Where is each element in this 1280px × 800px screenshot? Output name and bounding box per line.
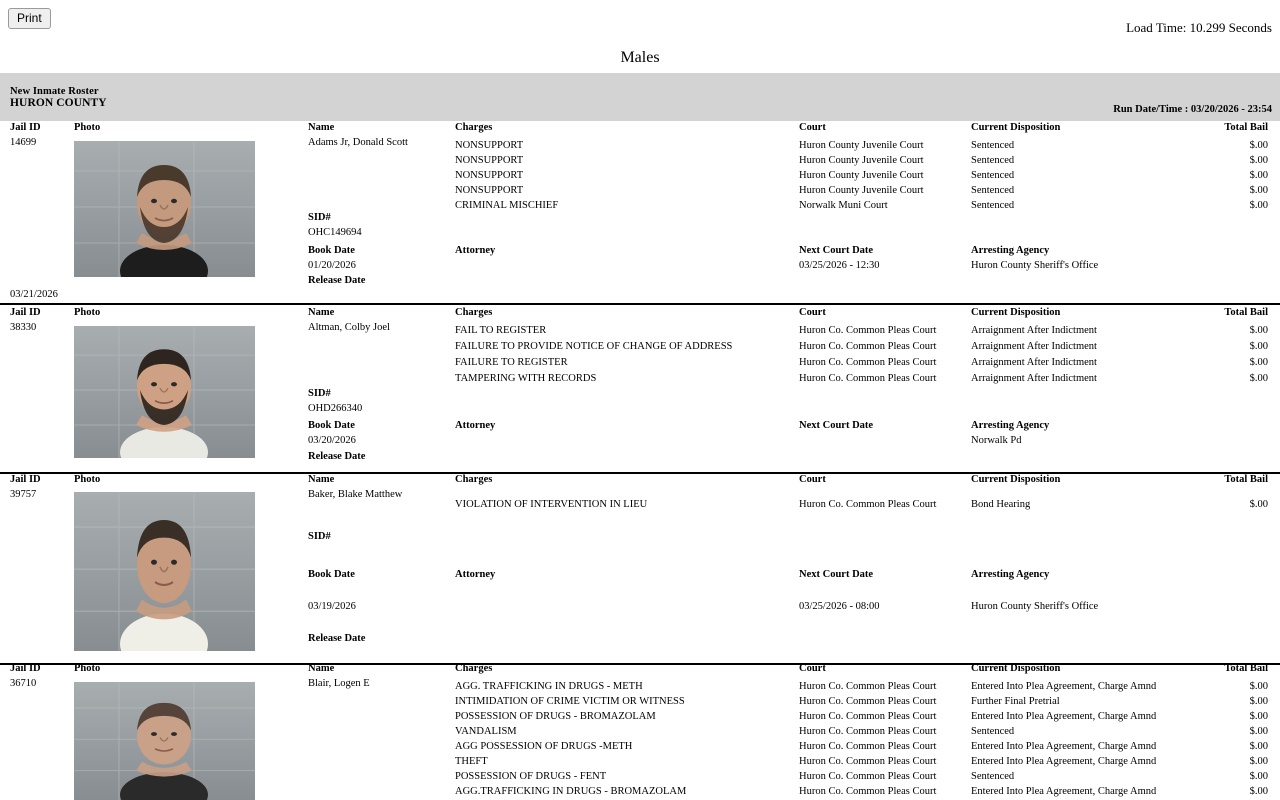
- charge-total-bail: $.00: [1249, 681, 1268, 692]
- column-header-court: Court: [799, 474, 826, 485]
- book-date-value: 03/19/2026: [308, 601, 356, 612]
- column-header-charges: Charges: [455, 663, 493, 674]
- charge-description: AGG.TRAFFICKING IN DRUGS - BROMAZOLAM: [455, 786, 687, 797]
- charge-total-bail: $.00: [1249, 140, 1268, 151]
- charge-disposition: Sentenced: [971, 140, 1015, 151]
- column-header-current-disposition: Current Disposition: [971, 474, 1061, 485]
- charge-total-bail: $.00: [1249, 696, 1268, 707]
- column-header-current-disposition: Current Disposition: [971, 307, 1061, 318]
- charge-court: Huron Co. Common Pleas Court: [799, 373, 937, 384]
- charge-disposition: Entered Into Plea Agreement, Charge Amnd: [971, 741, 1157, 752]
- charge-court: Huron Co. Common Pleas Court: [799, 325, 937, 336]
- charge-disposition: Sentenced: [971, 170, 1015, 181]
- release-date-label: Release Date: [308, 451, 366, 462]
- jail-id-value: 14699: [10, 137, 37, 148]
- column-header-total-bail: Total Bail: [1224, 474, 1268, 485]
- charge-total-bail: $.00: [1249, 756, 1268, 767]
- column-header-name: Name: [308, 663, 335, 674]
- charge-total-bail: $.00: [1249, 341, 1268, 352]
- charge-disposition: Entered Into Plea Agreement, Charge Amnd: [971, 756, 1157, 767]
- print-button[interactable]: Print: [8, 8, 51, 29]
- column-header-total-bail: Total Bail: [1224, 122, 1268, 133]
- charge-total-bail: $.00: [1249, 726, 1268, 737]
- charge-court: Huron County Juvenile Court: [799, 185, 924, 196]
- charge-disposition: Sentenced: [971, 155, 1015, 166]
- book-date-label: Book Date: [308, 245, 355, 256]
- attorney-label: Attorney: [455, 420, 496, 431]
- column-header-photo: Photo: [74, 474, 101, 485]
- book-date-value: 01/20/2026: [308, 260, 356, 271]
- column-header-jail-id: Jail ID: [10, 663, 41, 674]
- charge-total-bail: $.00: [1249, 786, 1268, 797]
- jail-id-value: 38330: [10, 322, 37, 333]
- charge-court: Huron Co. Common Pleas Court: [799, 771, 937, 782]
- inmate-photo: [74, 492, 255, 651]
- inmate-record: [0, 307, 1280, 474]
- roster-banner: [0, 73, 1280, 121]
- charge-description: NONSUPPORT: [455, 140, 524, 151]
- charge-total-bail: $.00: [1249, 185, 1268, 196]
- load-time-label: Load Time: 10.299 Seconds: [1126, 20, 1272, 35]
- inmate-name-value: Blair, Logen E: [308, 678, 370, 689]
- column-header-photo: Photo: [74, 307, 101, 318]
- roster-title-line1: New Inmate Roster: [10, 86, 99, 97]
- column-header-total-bail: Total Bail: [1224, 663, 1268, 674]
- charge-court: Huron County Juvenile Court: [799, 155, 924, 166]
- arresting-agency-value: Norwalk Pd: [971, 435, 1022, 446]
- charge-court: Huron Co. Common Pleas Court: [799, 786, 937, 797]
- column-header-name: Name: [308, 474, 335, 485]
- charge-description: AGG. TRAFFICKING IN DRUGS - METH: [455, 681, 643, 692]
- release-date-label: Release Date: [308, 633, 366, 644]
- charge-total-bail: $.00: [1249, 155, 1268, 166]
- charge-court: Huron County Juvenile Court: [799, 170, 924, 181]
- release-date-value: 03/21/2026: [10, 289, 58, 300]
- column-header-name: Name: [308, 307, 335, 318]
- column-header-court: Court: [799, 663, 826, 674]
- inmate-photo: [74, 682, 255, 800]
- charge-description: TAMPERING WITH RECORDS: [455, 373, 597, 384]
- charge-disposition: Arraignment After Indictment: [971, 341, 1097, 352]
- column-header-total-bail: Total Bail: [1224, 307, 1268, 318]
- inmate-photo: [74, 326, 255, 458]
- inmate-photo: [74, 141, 255, 277]
- charge-disposition: Entered Into Plea Agreement, Charge Amnd: [971, 711, 1157, 722]
- charge-total-bail: $.00: [1249, 741, 1268, 752]
- inmate-name-value: Altman, Colby Joel: [308, 322, 390, 333]
- charge-court: Huron Co. Common Pleas Court: [799, 711, 937, 722]
- column-header-photo: Photo: [74, 122, 101, 133]
- charge-disposition: Entered Into Plea Agreement, Charge Amnd: [971, 786, 1157, 797]
- roster-title-line2: HURON COUNTY: [10, 96, 107, 109]
- charge-total-bail: $.00: [1249, 771, 1268, 782]
- charge-total-bail: $.00: [1249, 325, 1268, 336]
- charge-total-bail: $.00: [1249, 200, 1268, 211]
- jail-id-value: 36710: [10, 678, 37, 689]
- arresting-agency-label: Arresting Agency: [971, 569, 1050, 580]
- inmate-record: [0, 122, 1280, 305]
- charge-court: Huron Co. Common Pleas Court: [799, 756, 937, 767]
- roster-title: [10, 86, 107, 109]
- inmate-record: [0, 474, 1280, 665]
- column-header-name: Name: [308, 122, 335, 133]
- column-header-court: Court: [799, 307, 826, 318]
- charge-description: NONSUPPORT: [455, 155, 524, 166]
- inmate-name-value: Adams Jr, Donald Scott: [308, 137, 408, 148]
- charge-court: Huron Co. Common Pleas Court: [799, 696, 937, 707]
- charge-description: POSSESSION OF DRUGS - FENT: [455, 771, 607, 782]
- next-court-date-label: Next Court Date: [799, 569, 874, 580]
- attorney-label: Attorney: [455, 245, 496, 256]
- charge-court: Huron Co. Common Pleas Court: [799, 726, 937, 737]
- arresting-agency-value: Huron County Sheriff's Office: [971, 601, 1099, 612]
- arresting-agency-label: Arresting Agency: [971, 420, 1050, 431]
- page-title: Males: [620, 49, 660, 66]
- column-header-current-disposition: Current Disposition: [971, 663, 1061, 674]
- charge-court: Huron Co. Common Pleas Court: [799, 681, 937, 692]
- charge-description: CRIMINAL MISCHIEF: [455, 200, 559, 211]
- sid-value: OHD266340: [308, 403, 363, 414]
- charge-disposition: Further Final Pretrial: [971, 696, 1060, 707]
- column-header-charges: Charges: [455, 474, 493, 485]
- charge-total-bail: $.00: [1249, 170, 1268, 181]
- charge-disposition: Entered Into Plea Agreement, Charge Amnd: [971, 681, 1157, 692]
- charge-court: Huron Co. Common Pleas Court: [799, 341, 937, 352]
- charge-description: POSSESSION OF DRUGS - BROMAZOLAM: [455, 711, 656, 722]
- release-date-label: Release Date: [308, 275, 366, 286]
- toolbar: [0, 0, 1280, 38]
- column-header-jail-id: Jail ID: [10, 307, 41, 318]
- charge-total-bail: $.00: [1249, 373, 1268, 384]
- sid-label: SID#: [308, 531, 331, 542]
- charge-description: THEFT: [455, 756, 488, 767]
- charge-description: FAILURE TO PROVIDE NOTICE OF CHANGE OF ADDRESS: [455, 341, 733, 352]
- next-court-date-label: Next Court Date: [799, 420, 874, 431]
- sid-label: SID#: [308, 212, 331, 223]
- sid-value: OHC149694: [308, 227, 362, 238]
- inmate-name-value: Baker, Blake Matthew: [308, 489, 403, 500]
- column-header-charges: Charges: [455, 307, 493, 318]
- column-header-photo: Photo: [74, 663, 101, 674]
- charge-court: Huron Co. Common Pleas Court: [799, 741, 937, 752]
- book-date-value: 03/20/2026: [308, 435, 356, 446]
- column-header-court: Court: [799, 122, 826, 133]
- jail-id-value: 39757: [10, 489, 37, 500]
- charge-description: VIOLATION OF INTERVENTION IN LIEU: [455, 499, 648, 510]
- attorney-label: Attorney: [455, 569, 496, 580]
- charge-court: Huron Co. Common Pleas Court: [799, 499, 937, 510]
- next-court-date-value: 03/25/2026 - 08:00: [799, 601, 880, 612]
- arresting-agency-label: Arresting Agency: [971, 245, 1050, 256]
- column-header-charges: Charges: [455, 122, 493, 133]
- charge-disposition: Sentenced: [971, 771, 1015, 782]
- charge-description: FAILURE TO REGISTER: [455, 357, 568, 368]
- charge-disposition: Arraignment After Indictment: [971, 325, 1097, 336]
- charge-court: Norwalk Muni Court: [799, 200, 888, 211]
- charge-total-bail: $.00: [1249, 357, 1268, 368]
- charge-disposition: Sentenced: [971, 185, 1015, 196]
- arresting-agency-value: Huron County Sheriff's Office: [971, 260, 1099, 271]
- column-header-jail-id: Jail ID: [10, 122, 41, 133]
- column-header-jail-id: Jail ID: [10, 474, 41, 485]
- book-date-label: Book Date: [308, 420, 355, 431]
- charge-court: Huron County Juvenile Court: [799, 140, 924, 151]
- inmate-record: [0, 663, 1280, 800]
- charge-disposition: Sentenced: [971, 200, 1015, 211]
- run-datetime-label: Run Date/Time : 03/20/2026 - 23:54: [1113, 104, 1272, 115]
- charge-total-bail: $.00: [1249, 711, 1268, 722]
- book-date-label: Book Date: [308, 569, 355, 580]
- sid-label: SID#: [308, 388, 331, 399]
- charge-disposition: Arraignment After Indictment: [971, 357, 1097, 368]
- charge-disposition: Arraignment After Indictment: [971, 373, 1097, 384]
- next-court-date-label: Next Court Date: [799, 245, 874, 256]
- next-court-date-value: 03/25/2026 - 12:30: [799, 260, 880, 271]
- charge-total-bail: $.00: [1249, 499, 1268, 510]
- charge-description: NONSUPPORT: [455, 185, 524, 196]
- charge-court: Huron Co. Common Pleas Court: [799, 357, 937, 368]
- column-header-current-disposition: Current Disposition: [971, 122, 1061, 133]
- charge-description: AGG POSSESSION OF DRUGS -METH: [455, 741, 633, 752]
- charge-disposition: Bond Hearing: [971, 499, 1031, 510]
- charge-description: INTIMIDATION OF CRIME VICTIM OR WITNESS: [455, 696, 685, 707]
- charge-description: VANDALISM: [455, 726, 517, 737]
- charge-disposition: Sentenced: [971, 726, 1015, 737]
- charge-description: FAIL TO REGISTER: [455, 325, 547, 336]
- charge-description: NONSUPPORT: [455, 170, 524, 181]
